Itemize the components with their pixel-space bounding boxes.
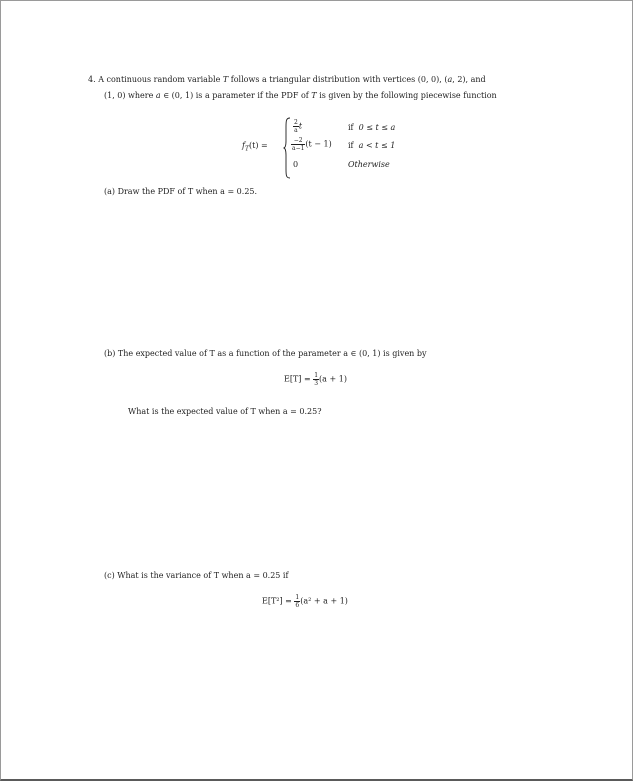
pdf-case-1: $\frac{2}{a}$ t: [294, 119, 303, 134]
case-2-fraction: $\frac{-2}{a-1}$: [292, 137, 305, 152]
problem-intro-line-1: 4. A continuous random variable T follows a triangular distribution with vertices (0, 0), (a, 2), and: [88, 75, 486, 84]
part-a-label: (a): [104, 187, 116, 196]
problem-number: 4.: [88, 75, 96, 84]
pdf-case-2-condition: if a < t ≤ 1: [348, 141, 396, 150]
part-b-text: The expected value of T as a function of the parameter a ∈ (0, 1) is given by: [117, 349, 427, 358]
part-b-question: What is the expected value of T when a = 0.25?: [128, 407, 322, 416]
pdf-case-3: 0: [293, 160, 299, 169]
problem-intro-line-2: (1, 0) where a ∈ (0, 1) is a parameter if the PDF of T is given by the following piecewise function: [104, 91, 497, 100]
part-c-equation: E[T²] = $\frac{1}{6}$ (a² + a + 1): [262, 594, 348, 609]
part-b-equation: E[T] = $\frac{1}{3}$ (a + 1): [284, 372, 347, 387]
part-c-text: What is the variance of T when a = 0.25 if: [117, 571, 289, 580]
part-b: [104, 349, 427, 359]
part-c-fraction: $\frac{1}{6}$: [295, 594, 300, 609]
pdf-case-1-condition: if 0 ≤ t ≤ a: [348, 123, 396, 132]
left-brace-icon: [283, 117, 291, 179]
part-b-label: (b): [104, 349, 116, 358]
part-a-text: Draw the PDF of T when a = 0.25.: [117, 187, 258, 196]
pdf-case-2: $\frac{-2}{a-1}$ (t − 1): [292, 137, 332, 152]
part-c-label: (c): [104, 571, 115, 580]
part-b-fraction: $\frac{1}{3}$: [314, 372, 319, 387]
part-c: [104, 571, 288, 581]
pdf-case-3-condition: Otherwise: [348, 160, 390, 169]
part-a: [104, 187, 257, 197]
pdf-lhs: $f_T(t)$ =: [242, 141, 268, 153]
case-1-fraction: $\frac{2}{a}$: [294, 119, 298, 134]
